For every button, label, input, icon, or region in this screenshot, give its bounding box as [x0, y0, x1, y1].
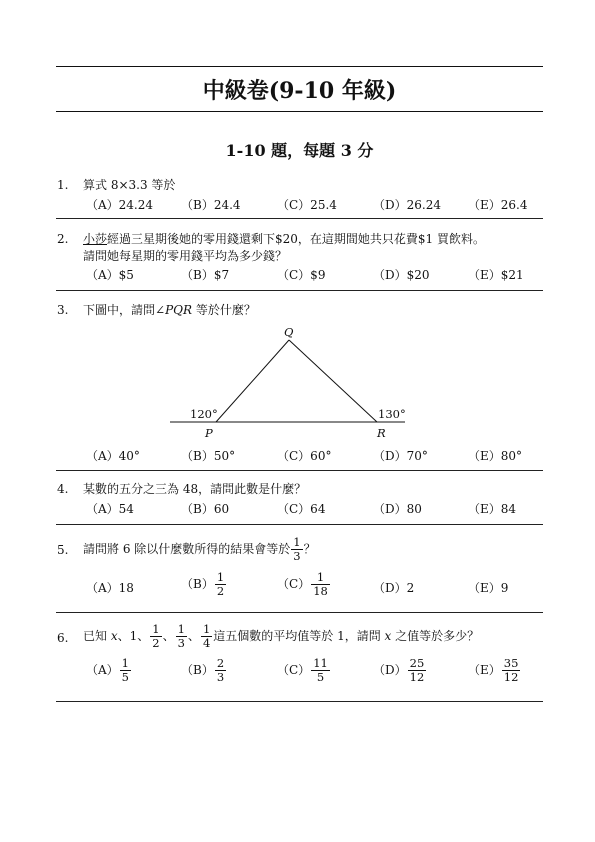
option-b[interactable]: （B）50°: [181, 449, 236, 463]
question-number: 1.: [57, 178, 69, 192]
title-rule: [56, 111, 543, 112]
question-text: 請問她每星期的零用錢平均為多少錢？: [83, 249, 288, 263]
triangle-figure: [0, 320, 595, 440]
option-d[interactable]: （D） $\frac{25}{12}$: [373, 656, 425, 684]
side-qr: [289, 340, 377, 422]
option-c[interactable]: （C）60°: [277, 449, 332, 463]
divider: [56, 218, 543, 219]
section-subtitle: 1-10 題，每題 3 分: [225, 141, 374, 160]
option-d[interactable]: （D）2: [373, 581, 415, 595]
question-number: 3.: [57, 303, 69, 317]
fraction: $\frac{1}{3}$: [177, 622, 185, 650]
option-e[interactable]: （E）80°: [468, 449, 523, 463]
option-c[interactable]: （C）64: [277, 502, 326, 516]
option-d[interactable]: （D）26.24: [373, 198, 441, 212]
angle-label-p: 120°: [190, 407, 218, 421]
fraction: $\frac{1}{2}$: [216, 570, 225, 598]
question-text: 算式 8×3.3 等於: [83, 178, 176, 192]
option-c[interactable]: （C）25.4: [277, 198, 337, 212]
option-c[interactable]: （C） $\frac{1}{18}$: [277, 570, 328, 598]
option-b[interactable]: （B） $\frac{2}{3}$: [181, 656, 225, 684]
option-a[interactable]: （A）18: [86, 581, 134, 595]
fraction: $\frac{11}{5}$: [313, 656, 328, 684]
divider: [56, 290, 543, 291]
fraction: $\frac{2}{3}$: [216, 656, 225, 684]
fraction: $\frac{1}{3}$: [293, 535, 301, 563]
option-d[interactable]: （D）$20: [373, 268, 430, 282]
option-a[interactable]: （A） $\frac{1}{5}$: [86, 656, 129, 684]
question-number: 6.: [57, 631, 69, 645]
divider: [56, 701, 543, 702]
divider: [56, 524, 543, 525]
fraction: $\frac{35}{12}$: [503, 656, 519, 684]
question-number: 5.: [57, 543, 69, 557]
option-c[interactable]: （C）$9: [277, 268, 326, 282]
option-a[interactable]: （A）54: [86, 502, 134, 516]
vertex-label-p: P: [205, 426, 213, 440]
question-text: 已知 x、1、 $\frac{1}{2}$ 、 $\frac{1}{3}$ 、 $\frac{1}{4}$ 這五個數的平均值等於 1，請問 x 之值等於多少？: [83, 622, 480, 650]
fraction: $\frac{1}{5}$: [121, 656, 129, 684]
fraction: $\frac{25}{12}$: [409, 656, 425, 684]
question-text: 請問將 6 除以什麼數所得的結果會等於 $\frac{1}{3}$ ？: [83, 535, 316, 563]
option-b[interactable]: （B） $\frac{1}{2}$: [181, 570, 225, 598]
option-b[interactable]: （B）24.4: [181, 198, 241, 212]
option-a[interactable]: （A）$5: [86, 268, 134, 282]
option-e[interactable]: （E）9: [468, 581, 509, 595]
vertex-label-q: Q: [284, 325, 294, 339]
fraction: $\frac{1}{18}$: [313, 570, 328, 598]
divider: [56, 612, 543, 613]
option-a[interactable]: （A）40°: [86, 449, 140, 463]
top-rule: [56, 66, 543, 67]
option-e[interactable]: （E）$21: [468, 268, 524, 282]
option-b[interactable]: （B）$7: [181, 268, 230, 282]
divider: [56, 470, 543, 471]
option-a[interactable]: （A）24.24: [86, 198, 154, 212]
option-e[interactable]: （E）26.4: [468, 198, 528, 212]
option-d[interactable]: （D）80: [373, 502, 422, 516]
option-c[interactable]: （C） $\frac{11}{5}$: [277, 656, 328, 684]
side-pq: [216, 340, 289, 422]
person-name: 小莎: [83, 232, 108, 246]
option-e[interactable]: （E）84: [468, 502, 517, 516]
question-text: 某數的五分之三為 48，請問此數是什麼？: [83, 482, 307, 496]
fraction: $\frac{1}{2}$: [152, 622, 160, 650]
question-text: 小莎經過三星期後她的零用錢還剩下$20，在這期間她共只花費$1 買飲料。: [83, 232, 486, 246]
option-b[interactable]: （B）60: [181, 502, 230, 516]
option-d[interactable]: （D）70°: [373, 449, 428, 463]
angle-variable: PQR: [165, 303, 193, 317]
option-e[interactable]: （E） $\frac{35}{12}$: [468, 656, 519, 684]
question-number: 2.: [57, 232, 69, 246]
page-title: 中級卷(9-10 年級): [202, 78, 397, 104]
vertex-label-r: R: [377, 426, 386, 440]
angle-label-r: 130°: [378, 407, 406, 421]
question-number: 4.: [57, 482, 69, 496]
fraction: $\frac{1}{4}$: [202, 622, 211, 650]
question-text: 下圖中，請問∠PQR 等於什麼？: [83, 303, 256, 317]
